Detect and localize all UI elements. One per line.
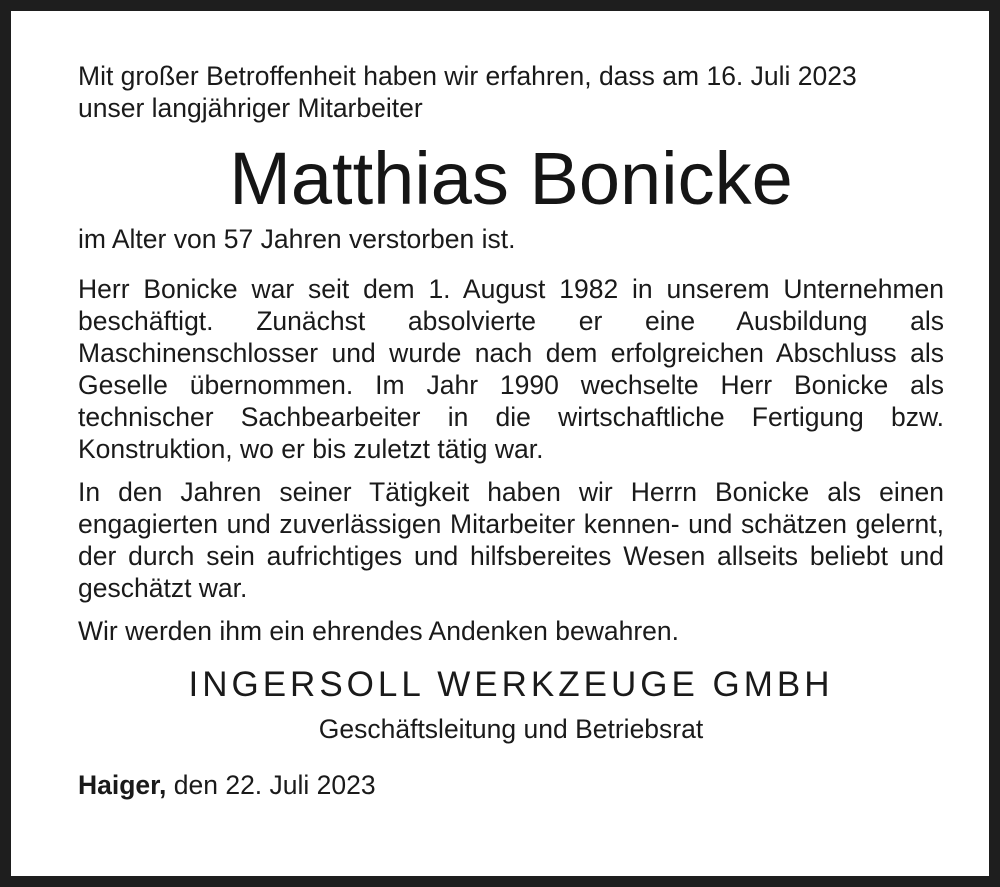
company-name: INGERSOLL WERKZEUGE GMBH [188, 665, 834, 704]
obituary-content [78, 60, 944, 801]
paragraph-career: Herr Bonicke war seit dem 1. August 1982 in unserem Unternehmen beschäftigt. Zunächst absolvierte er eine Ausbildung als Maschinenschlosser und wurde nach dem erfolgreichen Abschluss als Geselle übernommen. Im Jahr 1990 wechselte Herr Bonicke als technischer Sachbearbeiter in die wirtschaftliche Fertigung bzw. Konstruktion, wo er bis zuletzt tätig war. [78, 274, 944, 464]
deceased-name: Matthias Bonicke [229, 137, 793, 220]
paragraph-appreciation: In den Jahren seiner Tätigkeit haben wir Herrn Bonicke als einen engagierten und zuverlässigen Mitarbeiter kennen- und schätzen gelernt, der durch sein aufrichtiges und hilfsbereites Wesen allseits beliebt und geschätzt war. [78, 477, 944, 603]
dateline-date: den 22. Juli 2023 [166, 770, 376, 800]
company-subtitle: Geschäftsleitung und Betriebsrat [318, 714, 704, 744]
intro-line-2: unser langjähriger Mitarbeiter [78, 93, 423, 123]
intro-line-1: Mit großer Betroffenheit haben wir erfahren, dass am 16. Juli 2023 [78, 61, 857, 91]
closing-line: Wir werden ihm ein ehrendes Andenken bewahren. [78, 616, 680, 646]
dateline [78, 769, 944, 801]
dateline-place: Haiger, [78, 770, 167, 800]
age-line: im Alter von 57 Jahren verstorben ist. [78, 224, 516, 254]
